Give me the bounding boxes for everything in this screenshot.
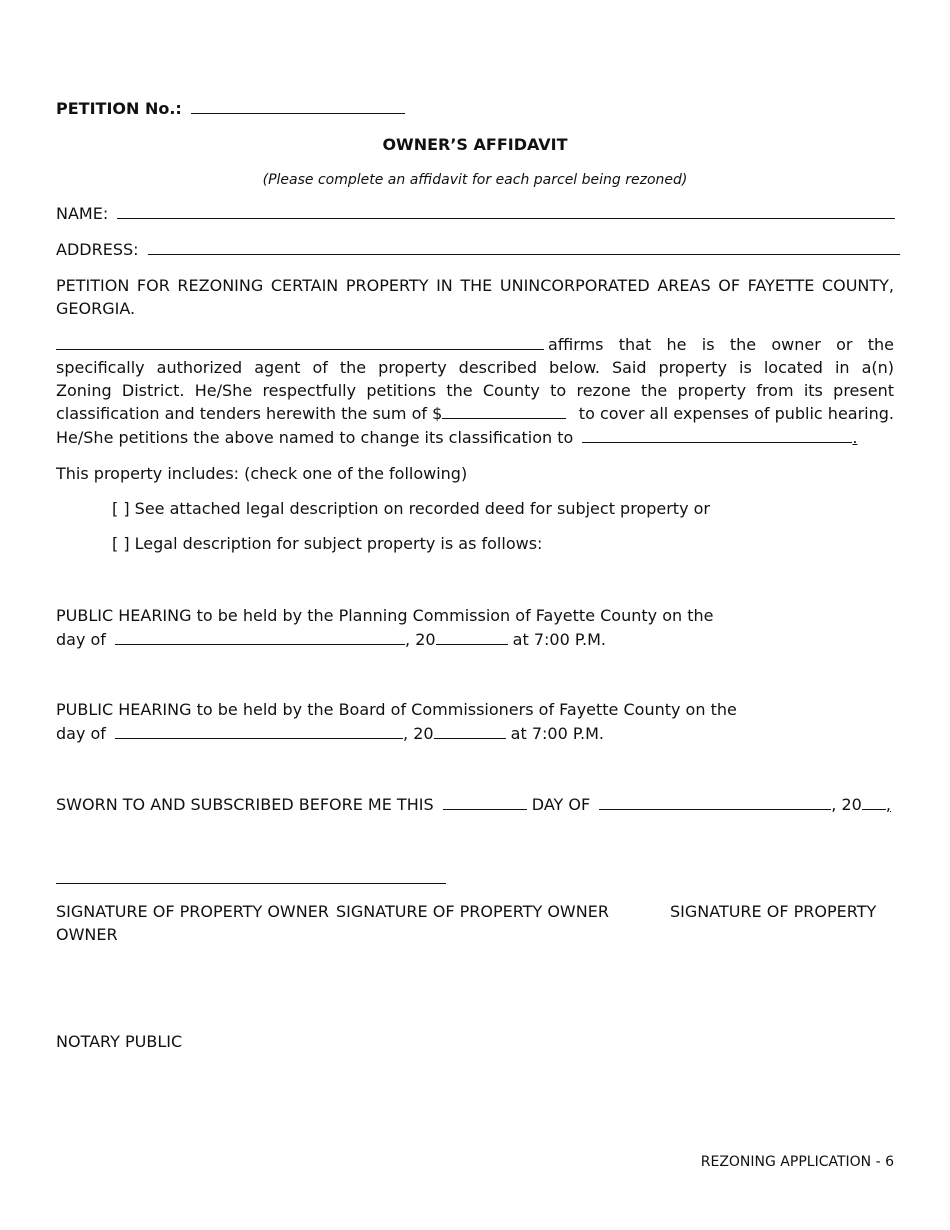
checkbox-option-legal-description[interactable]: [ ] Legal description for subject property is as follows: [112, 534, 543, 553]
affirm-line1: affirms that he is the owner or the [56, 333, 894, 356]
address-field[interactable] [148, 238, 900, 255]
planning-hearing-year-field[interactable] [436, 628, 508, 645]
sworn-year-field[interactable] [862, 793, 886, 810]
name-label: NAME: [56, 204, 109, 223]
petition-number-row [56, 97, 405, 120]
notary-public-label: NOTARY PUBLIC [56, 1032, 183, 1051]
affirm-line3: Zoning District. He/She respectfully petitions the County to rezone the property from its present [56, 381, 894, 400]
board-hearing-line1: PUBLIC HEARING to be held by the Board of Commissioners of Fayette County on the [56, 700, 737, 719]
board-hearing-date-field[interactable] [115, 722, 403, 739]
page-title: OWNER’S AFFIDAVIT [382, 135, 568, 154]
page-footer: REZONING APPLICATION - 6 [700, 1154, 894, 1170]
planning-hearing-date-field[interactable] [115, 628, 405, 645]
signature-line[interactable] [56, 883, 446, 884]
board-hearing-line2: day of , 20 at 7:00 P.M. [56, 724, 604, 743]
planning-hearing-line2: day of , 20 at 7:00 P.M. [56, 630, 606, 649]
petition-text-line2: GEORGIA. [56, 299, 136, 318]
petition-number-label: PETITION No.: [56, 99, 182, 118]
name-field[interactable] [117, 202, 895, 219]
name-row [56, 202, 895, 225]
sworn-row: SWORN TO AND SUBSCRIBED BEFORE ME THIS DAY OF , 20 , [56, 795, 891, 814]
sworn-month-field[interactable] [599, 793, 831, 810]
signature-owner-label-2: SIGNATURE OF PROPERTY OWNER [336, 902, 609, 921]
petition-number-field[interactable] [191, 97, 405, 114]
signature-owner-label-1: SIGNATURE OF PROPERTY OWNER [56, 902, 329, 921]
agent-name-field[interactable] [56, 333, 544, 350]
petition-text-line1: PETITION FOR REZONING CERTAIN PROPERTY IN THE UNINCORPORATED AREAS OF FAYETTE COUNTY, [56, 276, 894, 295]
planning-hearing-line1: PUBLIC HEARING to be held by the Planning Commission of Fayette County on the [56, 606, 714, 625]
address-label: ADDRESS: [56, 240, 139, 259]
affirm-line2: specifically authorized agent of the property described below. Said property is located in a(n) [56, 358, 894, 377]
sworn-day-field[interactable] [443, 793, 527, 810]
affirm-line4: classification and tenders herewith the sum of $ to cover all expenses of public hearing. [56, 404, 894, 423]
checkbox-option-deed[interactable]: [ ] See attached legal description on recorded deed for subject property or [112, 499, 710, 518]
board-hearing-year-field[interactable] [434, 722, 506, 739]
signature-owner-label-3-wrap: OWNER [56, 925, 118, 944]
page-subtitle: (Please complete an affidavit for each parcel being rezoned) [262, 172, 688, 188]
signature-owner-label-3: SIGNATURE OF PROPERTY [670, 902, 877, 921]
address-row [56, 238, 900, 261]
affirm-line5: He/She petitions the above named to change its classification to . [56, 428, 858, 447]
new-classification-field[interactable] [582, 426, 852, 443]
fee-amount-field[interactable] [442, 402, 566, 419]
includes-intro: This property includes: (check one of the following) [56, 464, 468, 483]
